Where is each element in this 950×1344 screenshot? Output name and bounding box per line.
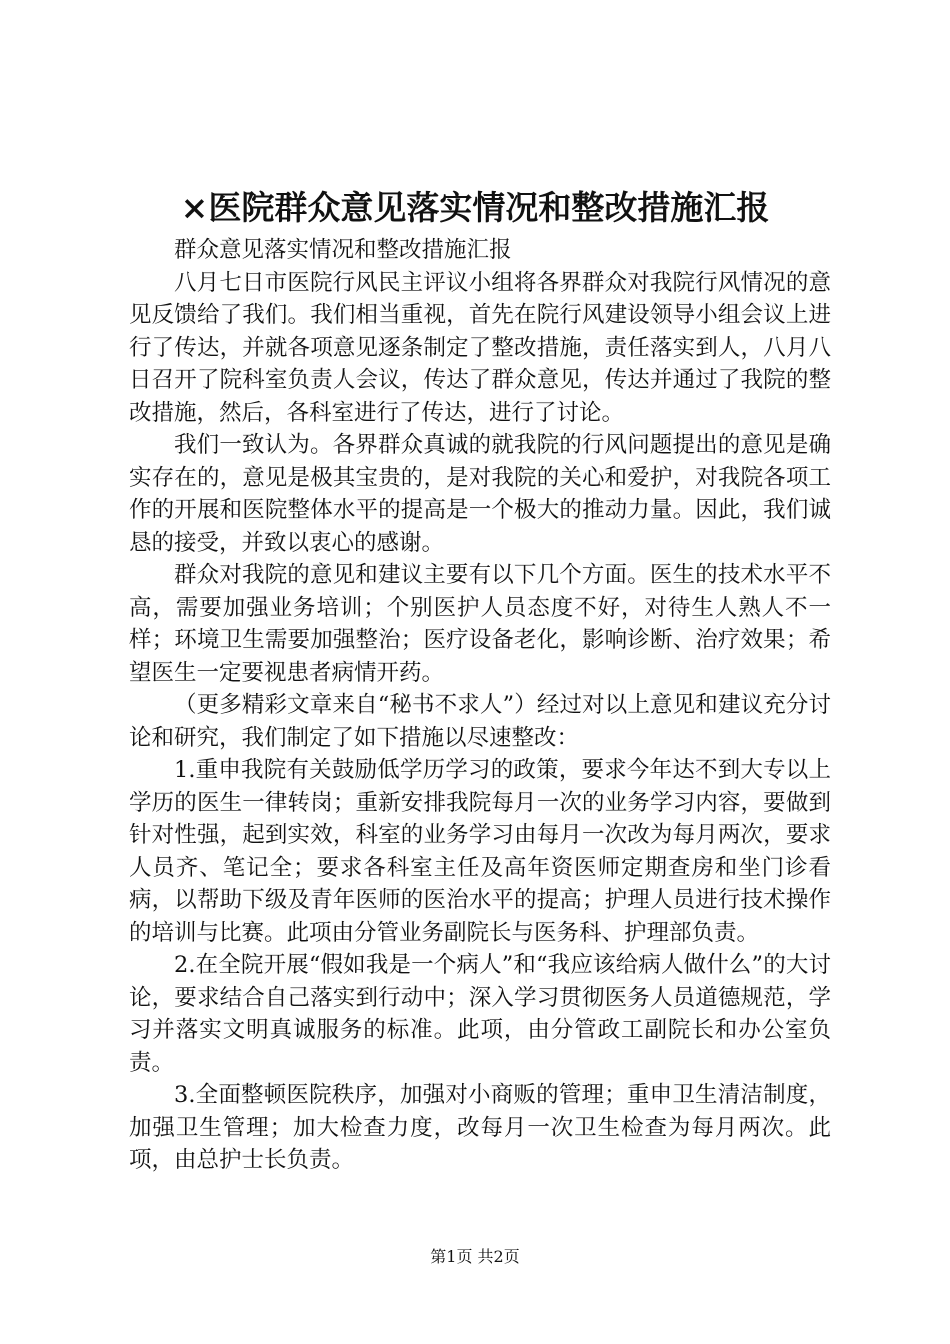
body-paragraph: 我们一致认为。各界群众真诚的就我院的行风问题提出的意见是确实存在的，意见是极其宝贵的，是对我院的关心和爱护，对我院各项工作的开展和医院整体水平的提高是一个极大的推动力量。因此，我们诚恳的接受，并致以衷心的感谢。: [129, 432, 831, 556]
measure-item-1: 1.重申我院有关鼓励低学历学习的政策，要求今年达不到大专以上学历的医生一律转岗；重新安排我院每月一次的业务学习内容，要做到针对性强，起到实效，科室的业务学习由每月一次改为每月两次，要求人员齐、笔记全；要求各科室主任及高年资医师定期查房和坐门诊看病，以帮助下级及青年医师的医治水平的提高；护理人员进行技术操作的培训与比赛。此项由分管业务副院长与医务科、护理部负责。: [129, 757, 831, 946]
measure-item-3: 3.全面整顿医院秩序，加强对小商贩的管理；重申卫生清洁制度，加强卫生管理；加大检查力度，改每月一次卫生检查为每月两次。此项，由总护士长负责。: [129, 1082, 831, 1173]
page-footer: 第1页 共2页: [430, 1247, 520, 1266]
measure-item-2: 2.在全院开展“假如我是一个病人”和“我应该给病人做什么”的大讨论，要求结合自己落实到行动中；深入学习贯彻医务人员道德规范，学习并落实文明真诚服务的标准。此项，由分管政工副院长和办公室负责。: [129, 952, 831, 1076]
page-title: ×医院群众意见落实情况和整改措施汇报: [180, 188, 770, 227]
document-body: [129, 234, 831, 1177]
body-paragraph: （更多精彩文章来自“秘书不求人”）经过对以上意见和建议充分讨论和研究，我们制定了如下措施以尽速整改：: [129, 692, 831, 751]
body-paragraph: 八月七日市医院行风民主评议小组将各界群众对我院行风情况的意见反馈给了我们。我们相当重视，首先在院行风建设领导小组会议上进行了传达，并就各项意见逐条制定了整改措施，责任落实到人，八月八日召开了院科室负责人会议，传达了群众意见，传达并通过了我院的整改措施，然后，各科室进行了传达，进行了讨论。: [129, 269, 831, 426]
body-paragraph: 群众对我院的意见和建议主要有以下几个方面。医生的技术水平不高，需要加强业务培训；个别医护人员态度不好，对待生人熟人不一样；环境卫生需要加强整治；医疗设备老化，影响诊断、治疗效果；希望医生一定要视患者病情开药。: [129, 562, 831, 686]
subtitle-paragraph: 群众意见落实情况和整改措施汇报: [174, 237, 512, 263]
